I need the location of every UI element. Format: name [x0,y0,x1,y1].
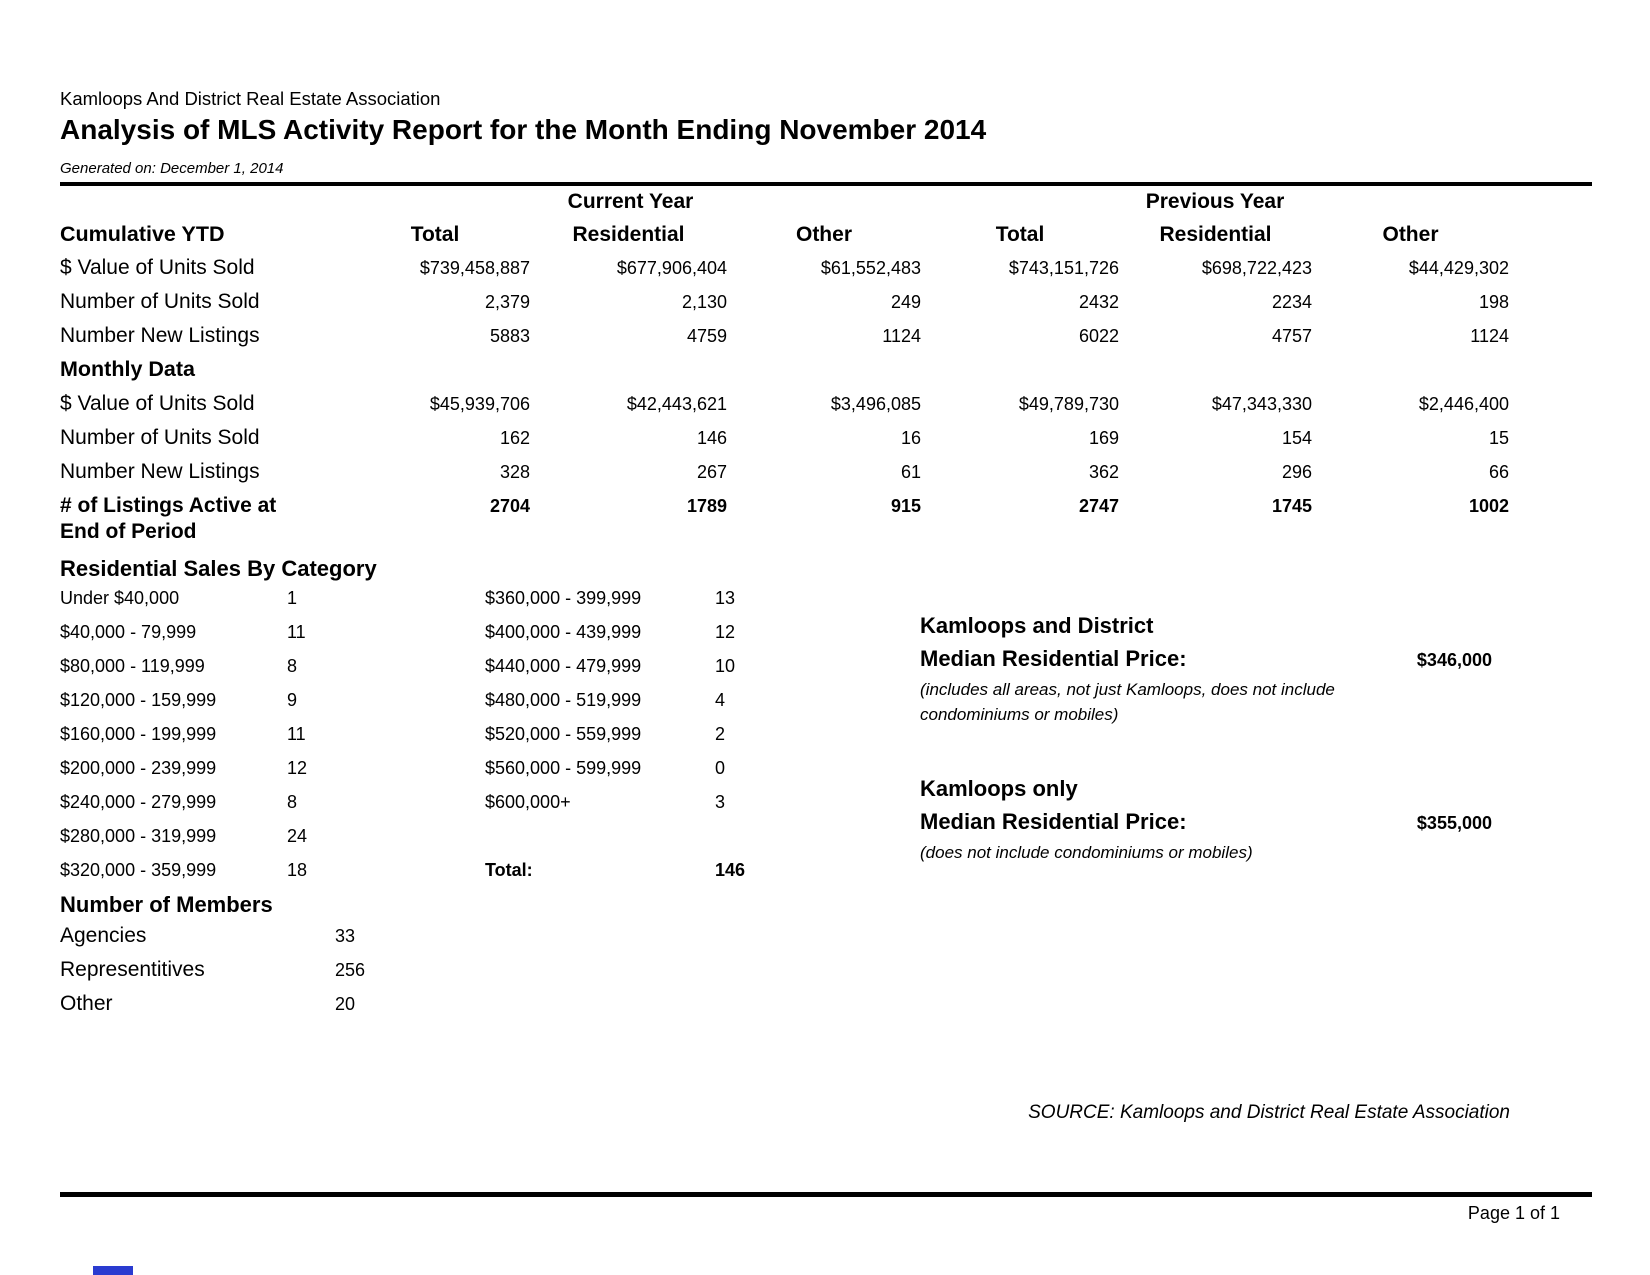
column-header-residential-previous: Residential [1159,223,1272,246]
price-range: $480,000 - 519,999 [485,690,642,710]
cell-value: 162 [499,428,530,448]
row-label: Number New Listings [60,324,260,347]
median-price-note: (includes all areas, not just Kamloops, does not include condominiums or mobiles) [920,680,1335,724]
taskbar-fragment [93,1266,133,1275]
column-header-total-previous: Total [995,223,1045,246]
page-title: Analysis of MLS Activity Report for the Month Ending November 2014 [60,114,987,145]
cell-value: 2,379 [484,292,530,312]
row-label-listings-active: # of Listings Active at End of Period [60,494,277,544]
median-price-value: $346,000 [1416,650,1492,670]
price-range: $320,000 - 359,999 [60,860,217,880]
cell-value: $42,443,621 [626,394,727,414]
row-label: $ Value of Units Sold [60,256,255,279]
cell-value: 1124 [1470,326,1509,346]
price-range: $200,000 - 239,999 [60,758,217,778]
cell-value: $677,906,404 [616,258,727,278]
cell-value: 169 [1088,428,1119,448]
column-header-cumulative-ytd: Cumulative YTD [60,222,225,246]
cell-value: $698,722,423 [1201,258,1312,278]
price-range: $80,000 - 119,999 [60,656,205,676]
range-count: 13 [715,588,736,608]
range-count: 11 [287,724,306,744]
header-rule [60,182,1592,186]
price-range: $400,000 - 439,999 [485,622,642,642]
cell-value: 16 [900,428,921,448]
cell-value: 1789 [686,496,727,516]
median-price-row [920,646,1492,672]
group-header-current-year: Current Year [567,190,694,213]
median-price-row [920,809,1492,835]
category-total-label: Total: [485,860,533,880]
range-count: 9 [287,690,298,710]
price-range: $600,000+ [485,792,571,812]
cell-value: $61,552,483 [820,258,921,278]
price-range: $160,000 - 199,999 [60,724,217,744]
activity-table [60,190,1509,557]
range-count: 2 [715,724,726,744]
cell-value: 4757 [1271,326,1312,346]
cell-value: 2747 [1078,496,1119,516]
median-price-label: Median Residential Price: [920,809,1187,834]
cell-value: $47,343,330 [1211,394,1312,414]
cell-value: 6022 [1078,326,1119,346]
range-count: 10 [715,656,736,676]
cell-value: 146 [696,428,727,448]
cell-value: 267 [696,462,727,482]
group-header-previous-year: Previous Year [1145,190,1285,213]
members-table [60,924,425,1026]
price-range: $120,000 - 159,999 [60,690,217,710]
row-label: Number New Listings [60,460,260,483]
column-header-other-previous: Other [1382,223,1439,246]
range-count: 8 [287,656,298,676]
member-type-label: Agencies [60,924,147,947]
range-count: 4 [715,690,726,710]
generated-date: Generated on: December 1, 2014 [60,160,284,177]
cell-value: $45,939,706 [429,394,530,414]
price-range: $240,000 - 279,999 [60,792,217,812]
org-name: Kamloops And District Real Estate Association [60,88,441,109]
range-count: 12 [287,758,308,778]
source-attribution: SOURCE: Kamloops and District Real Estate Association [1028,1102,1510,1123]
price-range: $280,000 - 319,999 [60,826,217,846]
cell-value: $743,151,726 [1008,258,1119,278]
cell-value: 2432 [1078,292,1119,312]
cell-value: 15 [1488,428,1509,448]
price-range: $560,000 - 599,999 [485,758,642,778]
cell-value: 5883 [489,326,530,346]
price-range: $360,000 - 399,999 [485,588,642,608]
cell-value: $739,458,887 [419,258,530,278]
cell-value: 328 [499,462,530,482]
price-range: $520,000 - 559,999 [485,724,642,744]
member-count: 33 [335,926,356,946]
price-range: $440,000 - 479,999 [485,656,642,676]
median-price-kamloops-only-panel [920,775,1492,865]
cell-value: 154 [1281,428,1312,448]
panel-title: Kamloops and District [920,613,1154,638]
median-price-label: Median Residential Price: [920,646,1187,671]
section-heading-number-of-members: Number of Members [60,892,273,917]
price-range: $40,000 - 79,999 [60,622,197,642]
cell-value: $3,496,085 [830,394,921,414]
row-label: Number of Units Sold [60,290,260,313]
range-count: 24 [287,826,308,846]
cell-value: 915 [890,496,921,516]
column-header-total-current: Total [410,223,460,246]
price-range: Under $40,000 [60,588,180,608]
section-heading-sales-by-category: Residential Sales By Category [60,556,377,581]
cell-value: 4759 [686,326,727,346]
median-price-note: (does not include condominiums or mobiles) [920,843,1253,862]
range-count: 1 [287,588,298,608]
category-total-value: 146 [715,860,746,880]
range-count: 12 [715,622,736,642]
cell-value: 198 [1478,292,1509,312]
member-count: 20 [335,994,356,1014]
section-heading-monthly-data: Monthly Data [60,357,195,381]
page-number: Page 1 of 1 [1467,1203,1560,1223]
member-type-label: Representitives [60,958,205,981]
cell-value: 296 [1281,462,1312,482]
range-count: 0 [715,758,726,778]
range-count: 18 [287,860,308,880]
cell-value: 61 [900,462,921,482]
range-count: 3 [715,792,726,812]
panel-title: Kamloops only [920,776,1078,801]
cell-value: $49,789,730 [1018,394,1119,414]
cell-value: 2704 [489,496,530,516]
cell-value: 362 [1088,462,1119,482]
sales-by-category-table [60,588,830,894]
cell-value: 1124 [882,326,921,346]
cell-value: 2234 [1271,292,1312,312]
footer-rule [60,1192,1592,1197]
member-type-label: Other [60,992,113,1015]
range-count: 8 [287,792,298,812]
cell-value: 249 [890,292,921,312]
row-label: Number of Units Sold [60,426,260,449]
cell-value: $44,429,302 [1408,258,1509,278]
column-header-other-current: Other [795,223,852,246]
median-price-value: $355,000 [1416,813,1492,833]
median-price-district-panel [920,612,1492,727]
cell-value: 2,130 [681,292,727,312]
cell-value: $2,446,400 [1418,394,1509,414]
cell-value: 1745 [1271,496,1312,516]
cell-value: 1002 [1468,496,1509,516]
column-header-residential-current: Residential [572,223,685,246]
range-count: 11 [287,622,306,642]
member-count: 256 [335,960,366,980]
cell-value: 66 [1488,462,1509,482]
row-label: $ Value of Units Sold [60,392,255,415]
